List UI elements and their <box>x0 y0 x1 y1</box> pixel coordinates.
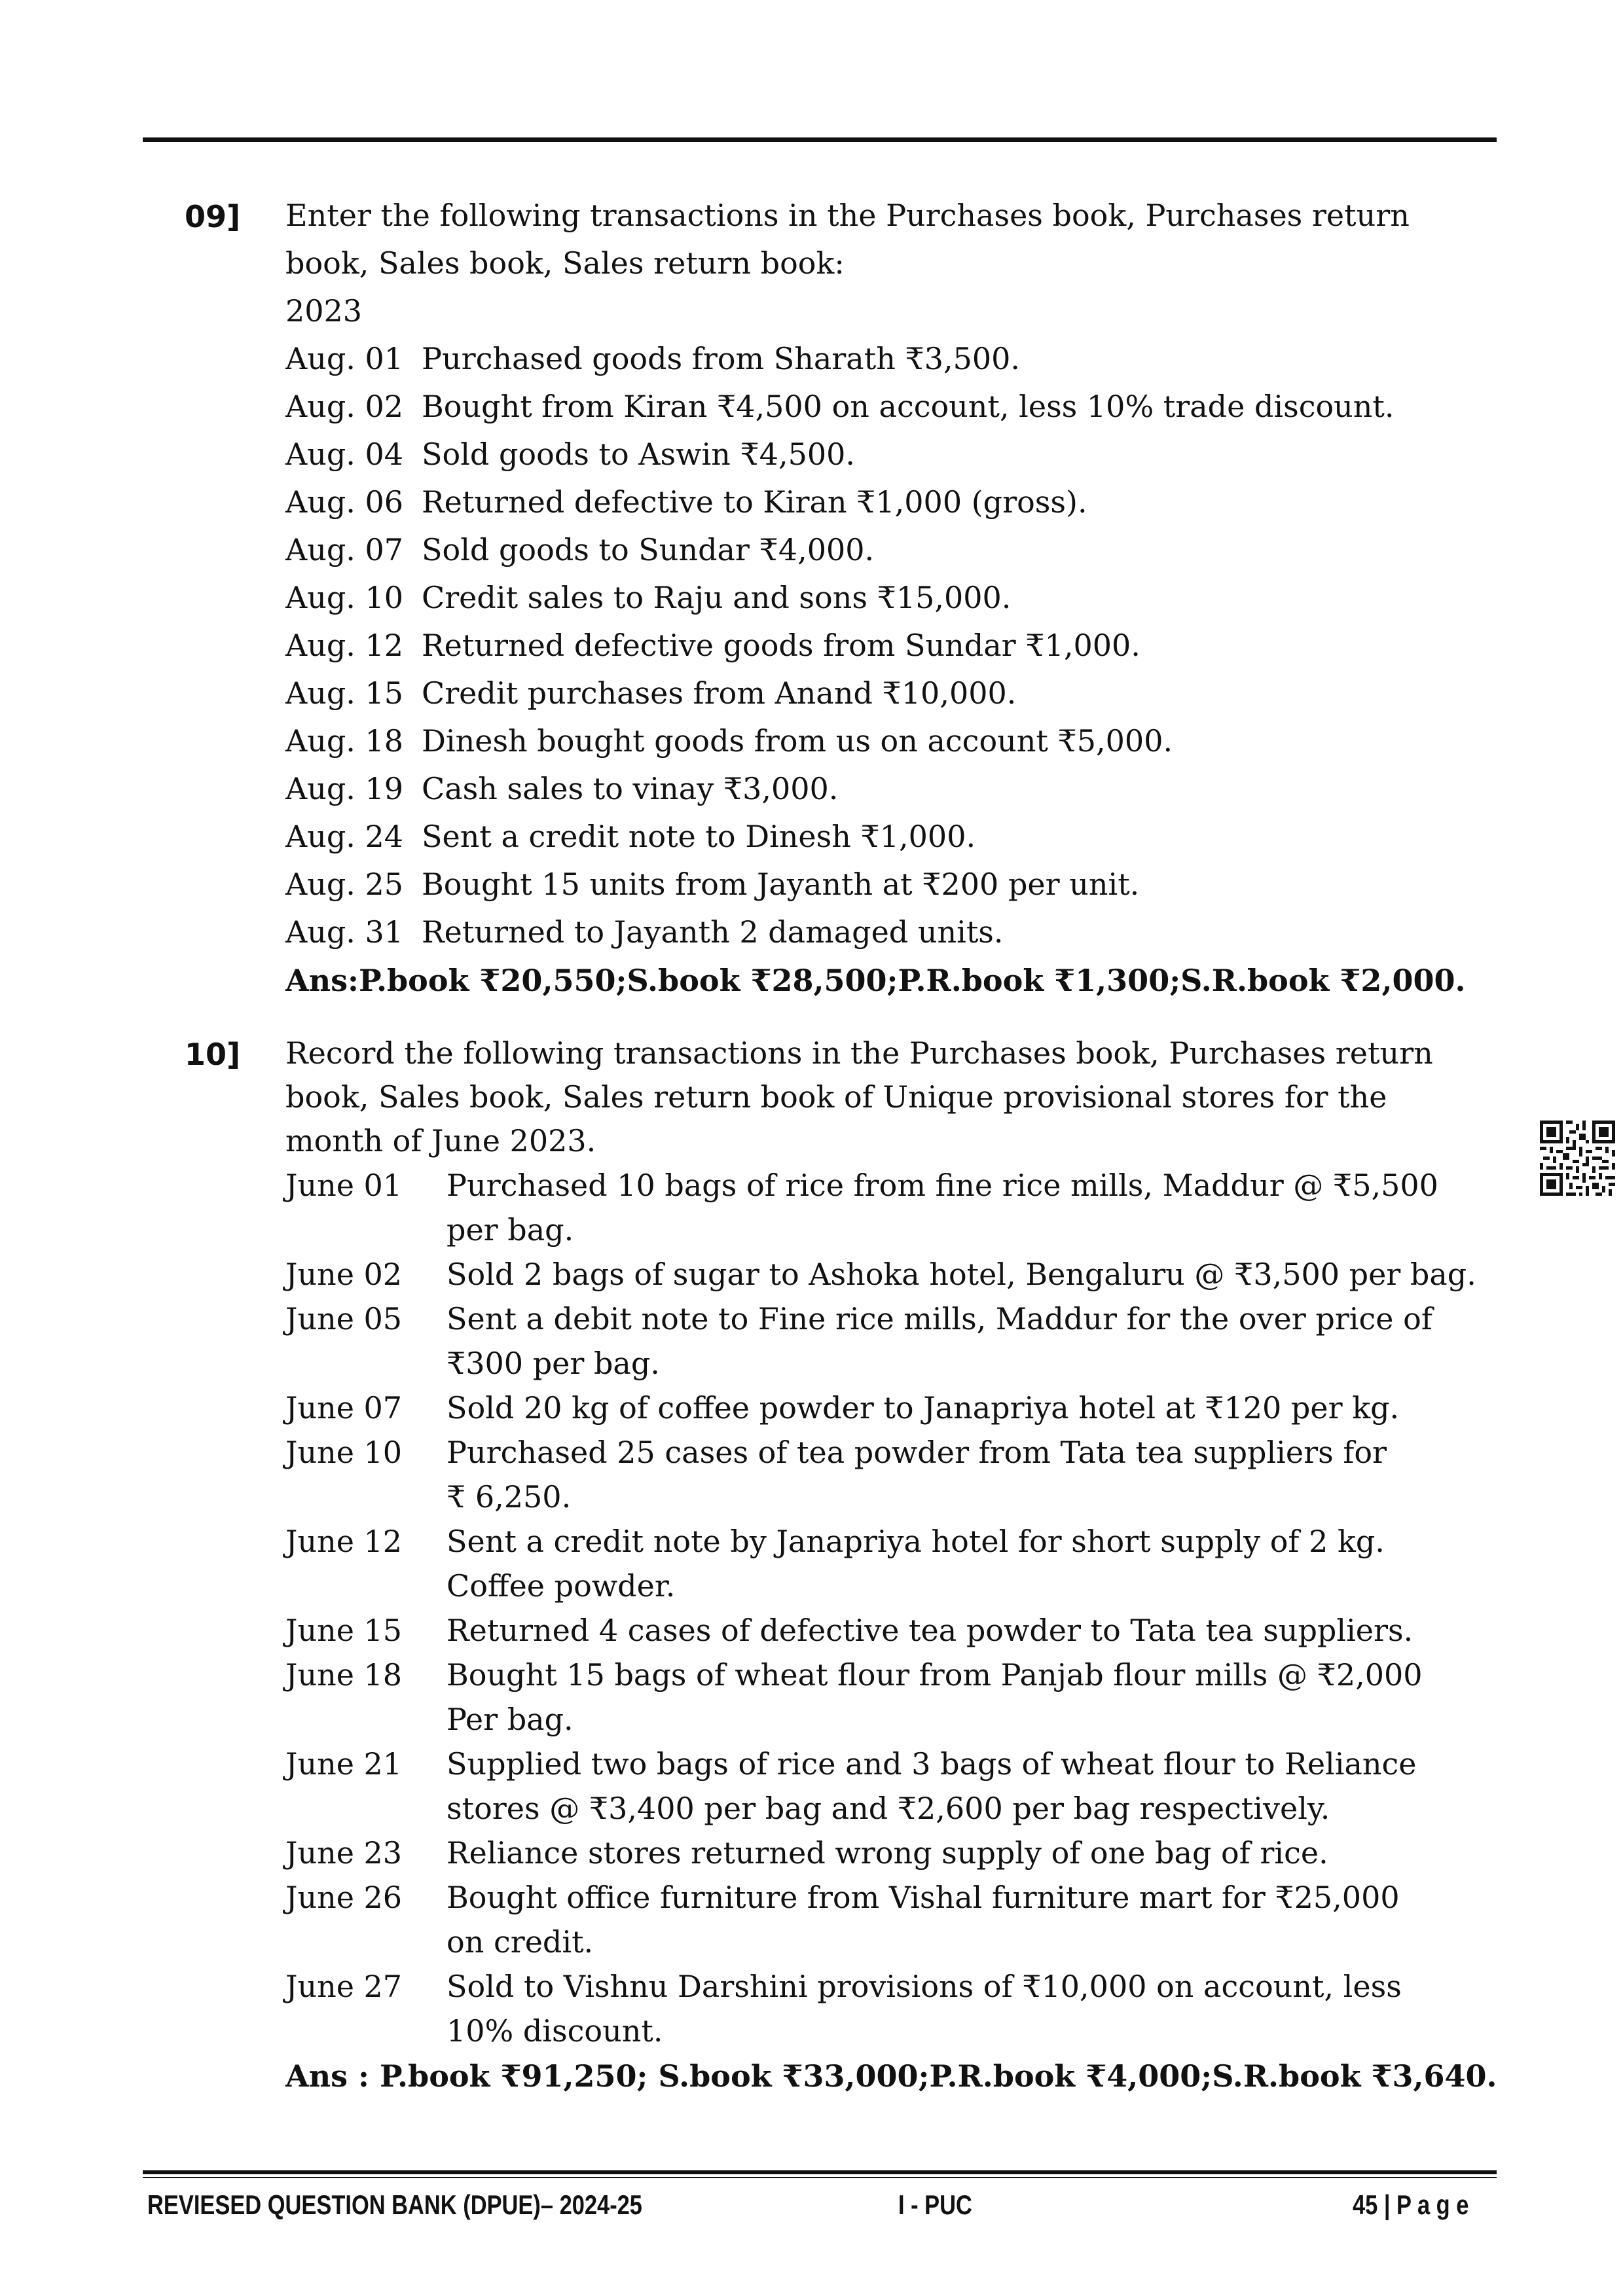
q10-date-4: June 07 <box>285 1390 403 1426</box>
q10-intro-line-2: book, Sales book, Sales return book of Unique provisional stores for the <box>285 1079 1387 1115</box>
q9-year: 2023 <box>285 293 363 329</box>
q10-answer: Ans : P.book ₹91,250; S.book ₹33,000;P.R.book ₹4,000;S.R.book ₹3,640. <box>285 2058 1497 2094</box>
q9-date-5: Aug. 07 <box>285 532 404 567</box>
q10-text-7: Returned 4 cases of defective tea powder to Tata tea suppliers. <box>447 1613 1413 1648</box>
q10-intro-line-1: Record the following transactions in the Purchases book, Purchases return <box>285 1035 1433 1071</box>
q9-text-11: Sent a credit note to Dinesh ₹1,000. <box>422 819 976 854</box>
q9-intro-line-2: book, Sales book, Sales return book: <box>285 245 845 281</box>
q10-text-4: Sold 20 kg of coffee powder to Janapriya hotel at ₹120 per kg. <box>447 1390 1400 1426</box>
q10-text-9: Supplied two bags of rice and 3 bags of wheat flour to Reliance <box>447 1746 1417 1782</box>
qr-code-icon <box>1540 1121 1615 1196</box>
q9-date-8: Aug. 15 <box>285 675 404 711</box>
footer-course: I - PUC <box>898 2189 972 2220</box>
q10-cont-5: ₹ 6,250. <box>447 1479 572 1515</box>
q10-cont-3: ₹300 per bag. <box>447 1346 660 1381</box>
q9-date-13: Aug. 31 <box>285 914 404 950</box>
q9-text-7: Returned defective goods from Sundar ₹1,000. <box>422 628 1140 663</box>
q10-date-12: June 27 <box>285 1969 403 2004</box>
q9-intro-line-1: Enter the following transactions in the Purchases book, Purchases return <box>285 198 1410 233</box>
q9-text-3: Sold goods to Aswin ₹4,500. <box>422 437 856 472</box>
q10-text-1: Purchased 10 bags of rice from fine rice mills, Maddur @ ₹5,500 <box>447 1168 1438 1203</box>
q10-cont-1: per bag. <box>447 1212 574 1247</box>
question-number-09: 09] <box>185 199 241 234</box>
q9-text-2: Bought from Kiran ₹4,500 on account, less 10% trade discount. <box>422 389 1395 424</box>
q9-date-4: Aug. 06 <box>285 484 404 520</box>
q9-answer: Ans:P.book ₹20,550;S.book ₹28,500;P.R.book ₹1,300;S.R.book ₹2,000. <box>285 963 1466 998</box>
q10-cont-6: Coffee powder. <box>447 1568 676 1604</box>
q10-date-8: June 18 <box>285 1657 403 1693</box>
q9-text-12: Bought 15 units from Jayanth at ₹200 per unit. <box>422 867 1140 902</box>
q10-intro-line-3: month of June 2023. <box>285 1123 596 1158</box>
q9-text-5: Sold goods to Sundar ₹4,000. <box>422 532 875 567</box>
question-number-10: 10] <box>185 1037 241 1072</box>
q10-date-3: June 05 <box>285 1301 403 1336</box>
q9-date-10: Aug. 19 <box>285 771 404 806</box>
q10-text-12: Sold to Vishnu Darshini provisions of ₹10,000 on account, less <box>447 1969 1402 2004</box>
footer-rule <box>143 2170 1497 2174</box>
q10-date-10: June 23 <box>285 1835 403 1871</box>
q10-date-11: June 26 <box>285 1880 403 1915</box>
q9-text-8: Credit purchases from Anand ₹10,000. <box>422 675 1017 711</box>
q9-text-10: Cash sales to vinay ₹3,000. <box>422 771 839 806</box>
q9-date-11: Aug. 24 <box>285 819 404 854</box>
q10-text-5: Purchased 25 cases of tea powder from Tata tea suppliers for <box>447 1435 1387 1470</box>
q10-text-2: Sold 2 bags of sugar to Ashoka hotel, Bengaluru @ ₹3,500 per bag. <box>447 1257 1476 1292</box>
q10-cont-9: stores @ ₹3,400 per bag and ₹2,600 per bag respectively. <box>447 1791 1330 1826</box>
footer-page-number: 45 | P a g e <box>1352 2189 1468 2220</box>
q10-cont-11: on credit. <box>447 1924 594 1960</box>
q9-date-7: Aug. 12 <box>285 628 404 663</box>
q10-date-2: June 02 <box>285 1257 403 1292</box>
q9-text-1: Purchased goods from Sharath ₹3,500. <box>422 341 1021 376</box>
q10-cont-8: Per bag. <box>447 1702 574 1737</box>
q10-text-8: Bought 15 bags of wheat flour from Panjab flour mills @ ₹2,000 <box>447 1657 1423 1693</box>
q10-text-3: Sent a debit note to Fine rice mills, Maddur for the over price of <box>447 1301 1432 1336</box>
footer-title: REVIESED QUESTION BANK (DPUE)– 2024-25 <box>147 2189 642 2220</box>
q10-date-7: June 15 <box>285 1613 403 1648</box>
q9-date-6: Aug. 10 <box>285 580 404 615</box>
q10-date-9: June 21 <box>285 1746 403 1782</box>
q9-date-12: Aug. 25 <box>285 867 404 902</box>
q9-date-2: Aug. 02 <box>285 389 404 424</box>
q10-text-6: Sent a credit note by Janapriya hotel for short supply of 2 kg. <box>447 1524 1385 1559</box>
q10-date-1: June 01 <box>285 1168 403 1203</box>
q9-text-9: Dinesh bought goods from us on account ₹5,000. <box>422 723 1173 759</box>
q9-text-4: Returned defective to Kiran ₹1,000 (gross). <box>422 484 1087 520</box>
q9-date-1: Aug. 01 <box>285 341 404 376</box>
q9-text-13: Returned to Jayanth 2 damaged units. <box>422 914 1004 950</box>
footer-rule-thin <box>143 2177 1497 2178</box>
q9-text-6: Credit sales to Raju and sons ₹15,000. <box>422 580 1012 615</box>
q10-date-6: June 12 <box>285 1524 403 1559</box>
header-rule <box>143 137 1497 142</box>
q9-date-3: Aug. 04 <box>285 437 404 472</box>
q10-text-11: Bought office furniture from Vishal furniture mart for ₹25,000 <box>447 1880 1400 1915</box>
q9-date-9: Aug. 18 <box>285 723 404 759</box>
q10-date-5: June 10 <box>285 1435 403 1470</box>
q10-text-10: Reliance stores returned wrong supply of one bag of rice. <box>447 1835 1328 1871</box>
q10-cont-12: 10% discount. <box>447 2013 663 2049</box>
